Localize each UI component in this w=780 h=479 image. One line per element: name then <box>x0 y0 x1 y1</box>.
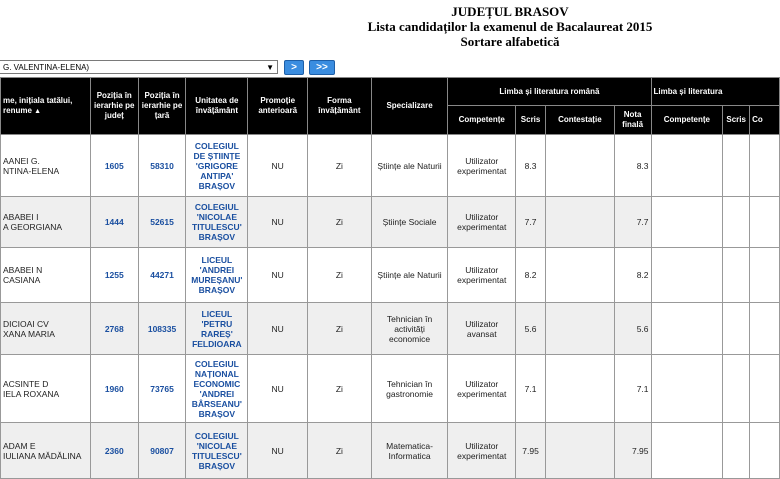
list-title: Lista candidaților la examenul de Bacalaureat 2015 <box>367 19 653 34</box>
co2-cell <box>750 423 780 479</box>
pos-judet-link[interactable]: 2360 <box>90 423 138 479</box>
col-group-literatura-header: Limba și literatura <box>651 78 779 106</box>
forma-cell: Zi <box>308 423 372 479</box>
scris-cell: 7.1 <box>516 355 546 423</box>
nota-finala-cell: 7.7 <box>614 197 651 248</box>
competente-cell: Utilizator experimentat <box>448 197 516 248</box>
forma-cell: Zi <box>308 303 372 355</box>
table-row <box>1 135 780 197</box>
forma-cell: Zi <box>308 135 372 197</box>
scris2-cell <box>723 423 750 479</box>
next-page-button[interactable]: > <box>284 60 304 75</box>
contestatie-cell <box>546 248 615 303</box>
nota-finala-cell: 5.6 <box>614 303 651 355</box>
forma-cell: Zi <box>308 248 372 303</box>
candidate-name: DICIOAI CV XANA MARIA <box>1 303 91 355</box>
school-link[interactable]: COLEGIUL NAȚIONAL ECONOMIC 'ANDREI BÂRSEANU' BRAȘOV <box>186 355 248 423</box>
pos-tara-link[interactable]: 108335 <box>138 303 186 355</box>
specializare-cell: Științe Sociale <box>371 197 448 248</box>
co2-cell <box>750 197 780 248</box>
specializare-cell: Științe ale Naturii <box>371 248 448 303</box>
page-header <box>0 4 780 49</box>
competente2-cell <box>651 135 723 197</box>
pos-tara-link[interactable]: 44271 <box>138 248 186 303</box>
pos-judet-link[interactable]: 1255 <box>90 248 138 303</box>
col-scris-header: Scris <box>516 106 546 135</box>
promotie-cell: NU <box>248 135 308 197</box>
nota-finala-cell: 7.1 <box>614 355 651 423</box>
school-link[interactable]: LICEUL 'ANDREI MUREȘANU' BRAȘOV <box>186 248 248 303</box>
specializare-cell: Științe ale Naturii <box>371 135 448 197</box>
county-title: JUDEȚUL BRASOV <box>451 4 569 19</box>
pos-judet-link[interactable]: 1605 <box>90 135 138 197</box>
competente-cell: Utilizator experimentat <box>448 248 516 303</box>
col-group-romana-header: Limba și literatura română <box>448 78 651 106</box>
col-promotie-header: Promoție anterioară <box>248 78 308 135</box>
specializare-cell: Tehnician în gastronomie <box>371 355 448 423</box>
table-row <box>1 197 780 248</box>
pos-judet-link[interactable]: 1960 <box>90 355 138 423</box>
co2-cell <box>750 303 780 355</box>
col-name-header[interactable]: me, inițiala tatălui, renume ▲ <box>1 78 91 135</box>
col-nota-finala-header: Nota finală <box>614 106 651 135</box>
pos-tara-link[interactable]: 52615 <box>138 197 186 248</box>
contestatie-cell <box>546 355 615 423</box>
col-scris2-header: Scris <box>723 106 750 135</box>
pos-tara-link[interactable]: 58310 <box>138 135 186 197</box>
competente-cell: Utilizator experimentat <box>448 135 516 197</box>
forma-cell: Zi <box>308 355 372 423</box>
promotie-cell: NU <box>248 303 308 355</box>
co2-cell <box>750 135 780 197</box>
col-pos-judet-header: Poziția în ierarhie pe județ <box>90 78 138 135</box>
scris-cell: 8.3 <box>516 135 546 197</box>
scris2-cell <box>723 355 750 423</box>
page-select[interactable] <box>0 60 278 74</box>
contestatie-cell <box>546 423 615 479</box>
col-competente-header: Competențe <box>448 106 516 135</box>
pos-tara-link[interactable]: 90807 <box>138 423 186 479</box>
school-link[interactable]: COLEGIUL 'NICOLAE TITULESCU' BRAȘOV <box>186 423 248 479</box>
sort-title: Sortare alfabetică <box>460 34 560 49</box>
contestatie-cell <box>546 135 615 197</box>
promotie-cell: NU <box>248 248 308 303</box>
school-link[interactable]: COLEGIUL 'NICOLAE TITULESCU' BRAȘOV <box>186 197 248 248</box>
school-link[interactable]: LICEUL 'PETRU RAREȘ' FELDIOARA <box>186 303 248 355</box>
candidate-name: ACSINTE D IELA ROXANA <box>1 355 91 423</box>
table-row <box>1 355 780 423</box>
table-row <box>1 248 780 303</box>
candidate-name: ABABEI N CASIANA <box>1 248 91 303</box>
scris-cell: 8.2 <box>516 248 546 303</box>
pos-judet-link[interactable]: 2768 <box>90 303 138 355</box>
pos-tara-link[interactable]: 73765 <box>138 355 186 423</box>
forma-cell: Zi <box>308 197 372 248</box>
page-select-value: G. VALENTINA-ELENA) <box>3 63 90 72</box>
last-page-button[interactable]: >> <box>309 60 335 75</box>
specializare-cell: Tehnician în activități economice <box>371 303 448 355</box>
col-competente2-header: Competențe <box>651 106 723 135</box>
competente-cell: Utilizator avansat <box>448 303 516 355</box>
scris2-cell <box>723 197 750 248</box>
pos-judet-link[interactable]: 1444 <box>90 197 138 248</box>
competente2-cell <box>651 355 723 423</box>
scris2-cell <box>723 303 750 355</box>
col-forma-header: Forma învățământ <box>308 78 372 135</box>
co2-cell <box>750 248 780 303</box>
col-specializare-header: Specializare <box>371 78 448 135</box>
candidates-table <box>0 77 780 479</box>
col-unitate-header: Unitatea de învățământ <box>186 78 248 135</box>
scris-cell: 5.6 <box>516 303 546 355</box>
nota-finala-cell: 7.95 <box>614 423 651 479</box>
competente2-cell <box>651 423 723 479</box>
sort-asc-icon: ▲ <box>34 107 42 115</box>
promotie-cell: NU <box>248 355 308 423</box>
competente2-cell <box>651 197 723 248</box>
contestatie-cell <box>546 303 615 355</box>
scris2-cell <box>723 135 750 197</box>
col-co2-header: Co <box>750 106 780 135</box>
competente-cell: Utilizator experimentat <box>448 355 516 423</box>
specializare-cell: Matematica-Informatica <box>371 423 448 479</box>
table-row <box>1 423 780 479</box>
competente-cell: Utilizator experimentat <box>448 423 516 479</box>
col-contestatie-header: Contestație <box>546 106 615 135</box>
candidate-name: ABABEI I A GEORGIANA <box>1 197 91 248</box>
candidate-name: AANEI G. NTINA-ELENA <box>1 135 91 197</box>
competente2-cell <box>651 303 723 355</box>
promotie-cell: NU <box>248 423 308 479</box>
scris-cell: 7.7 <box>516 197 546 248</box>
scris2-cell <box>723 248 750 303</box>
competente2-cell <box>651 248 723 303</box>
table-row <box>1 303 780 355</box>
nota-finala-cell: 8.3 <box>614 135 651 197</box>
promotie-cell: NU <box>248 197 308 248</box>
scris-cell: 7.95 <box>516 423 546 479</box>
candidate-name: ADAM E IULIANA MĂDĂLINA <box>1 423 91 479</box>
chevron-down-icon: ▼ <box>266 63 274 72</box>
school-link[interactable]: COLEGIUL DE ȘTIINȚE 'GRIGORE ANTIPA' BRAȘOV <box>186 135 248 197</box>
col-pos-tara-header: Poziția în ierarhie pe țară <box>138 78 186 135</box>
co2-cell <box>750 355 780 423</box>
contestatie-cell <box>546 197 615 248</box>
nota-finala-cell: 8.2 <box>614 248 651 303</box>
